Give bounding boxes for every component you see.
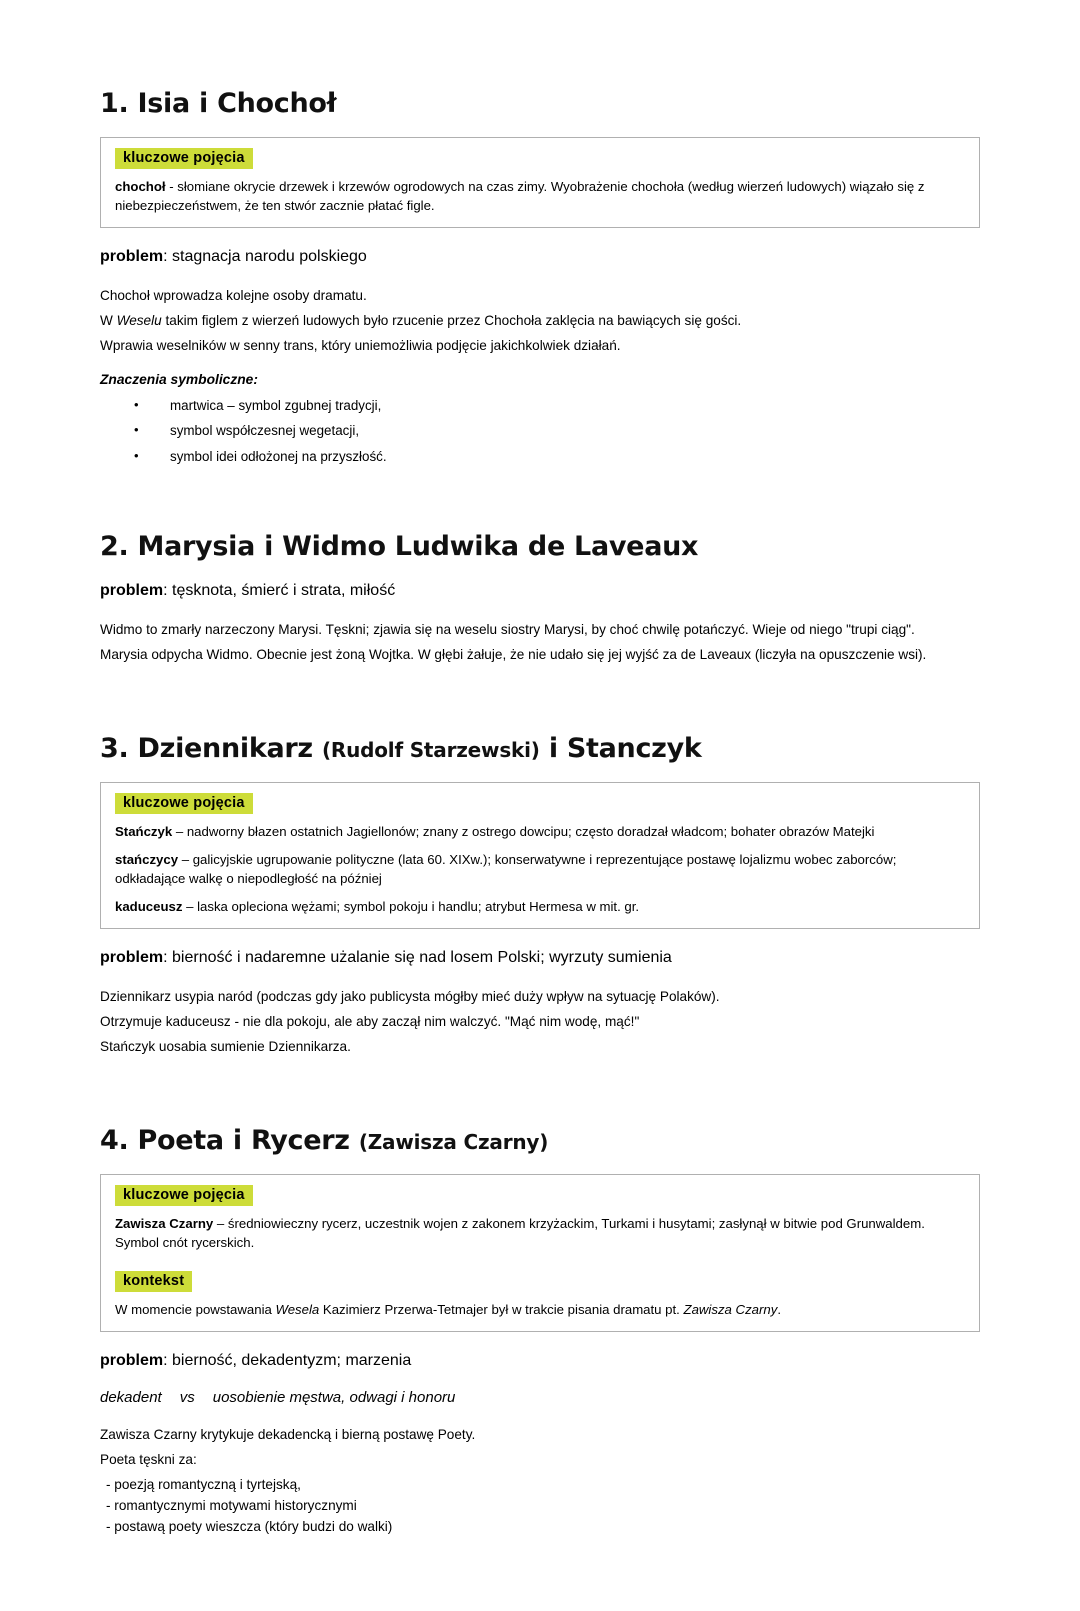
problem-text: : bierność, dekadentyzm; marzenia — [163, 1352, 412, 1370]
key-concept-entry — [115, 1214, 965, 1252]
section-2-title: 2. Marysia i Widmo Ludwika de Laveaux — [100, 531, 699, 563]
section-3-paragraph-2: Otrzymuje kaduceusz - nie dla pokoju, ale aby zaczął nim walczyć. "Mąć nim wodę, mąć!" — [100, 1013, 640, 1029]
section-2 — [100, 531, 980, 665]
key-concepts-badge: kluczowe pojęcia — [115, 793, 253, 814]
key-concept-entry — [115, 822, 965, 841]
list-item: • symbol idei odłożonej na przyszłość. — [134, 444, 980, 469]
context-badge: kontekst — [115, 1271, 192, 1292]
section-4-dash-1: - poezją romantyczną i tyrtejską, — [106, 1476, 301, 1492]
problem-label: problem — [100, 248, 164, 266]
section-1-problem — [100, 246, 980, 268]
key-concept-text: – galicyjskie ugrupowanie polityczne (lata 60. XIXw.); konserwatywne i reprezentujące postawę lojalizmu wobec zaborców; odkładające walkę o niepodległość na później — [115, 851, 897, 887]
problem-text: : tęsknota, śmierć i strata, miłość — [163, 582, 396, 600]
section-4-contrast-line — [100, 1389, 980, 1406]
problem-label: problem — [100, 949, 164, 967]
section-3 — [100, 733, 980, 1057]
key-concept-term: Zawisza Czarny — [115, 1215, 214, 1231]
section-4-problem — [100, 1350, 980, 1372]
section-3-key-concepts-box — [100, 782, 980, 930]
context-text: W momencie powstawania Wesela Kazimierz Przerwa-Tetmajer był w trakcie pisania dramatu pt. Zawisza Czarny. — [115, 1302, 781, 1318]
section-4-dash-2: - romantycznymi motywami historycznymi — [106, 1497, 357, 1513]
section-3-title-main: 3. Dziennikarz — [100, 732, 322, 764]
section-4-paragraph-1: Zawisza Czarny krytykuje dekadencką i bierną postawę Poety. — [100, 1426, 476, 1442]
key-concept-term: Stańczyk — [115, 823, 173, 839]
section-1-bullet-list — [100, 393, 980, 469]
key-concept-entry — [115, 850, 965, 888]
key-concept-term: stańczycy — [115, 851, 179, 867]
section-4-paragraph-2: Poeta tęskni za: — [100, 1451, 197, 1467]
key-concepts-badge: kluczowe pojęcia — [115, 1185, 253, 1206]
key-concept-term: chochoł — [115, 179, 166, 194]
section-1-paragraph-2: W Weselu takim figlem z wierzeń ludowych było rzucenie przez Chochoła zaklęcia na bawiących się gości. — [100, 312, 742, 328]
key-concept-term: kaduceusz — [115, 899, 183, 915]
key-concept-text: – średniowieczny rycerz, uczestnik wojen z zakonem krzyżackim, Turkami i husytami; zasłynął w bitwie pod Grunwaldem. Symbol cnót rycerskich. — [115, 1215, 925, 1251]
list-item: • martwica – symbol zgubnej tradycji, — [134, 393, 980, 418]
key-concepts-badge: kluczowe pojęcia — [115, 148, 253, 169]
key-concept-text: – nadworny błazen ostatnich Jagiellonów; znany z ostrego dowcipu; często doradzał władcom; bohater obrazów Matejki — [172, 823, 875, 839]
key-concept-text: - słomiane okrycie drzewek i krzewów ogrodowych na czas zimy. Wyobrażenie chochoła (według wierzeń ludowych) wiązało się z niebezpieczeństwem, że ten stwór zacznie płatać figle. — [115, 179, 925, 214]
section-2-paragraph-1: Widmo to zmarły narzeczony Marysi. Tęskni; zjawia się na weselu siostry Marysi, by choć chwilę potańczyć. Wieje od niego "trupi ciąg". — [100, 621, 915, 637]
section-3-paragraph-3: Stańczyk uosabia sumienie Dziennikarza. — [100, 1038, 351, 1054]
key-concept-text: – laska opleciona wężami; symbol pokoju i handlu; atrybut Hermesa w mit. gr. — [182, 899, 640, 915]
problem-text: : bierność i nadaremne użalanie się nad losem Polski; wyrzuty sumienia — [163, 949, 672, 967]
key-concept-entry — [115, 177, 965, 215]
section-4-title — [100, 1125, 980, 1156]
section-3-title-sub: (Rudolf Starzewski) — [321, 737, 540, 762]
section-1-paragraph-1: Chochoł wprowadza kolejne osoby dramatu. — [100, 287, 367, 303]
section-1-paragraph-3: Wprawia weselników w senny trans, który uniemożliwia podjęcie jakichkolwiek działań. — [100, 337, 621, 353]
section-4-title-sub: (Zawisza Czarny) — [358, 1129, 549, 1154]
section-3-title-tail: i Stanczyk — [539, 732, 702, 764]
section-3-problem — [100, 947, 980, 969]
contrast-vs: vs — [179, 1388, 195, 1406]
key-concept-entry — [115, 897, 965, 916]
section-1-subheading: Znaczenia symboliczne: — [100, 371, 258, 387]
problem-label: problem — [100, 582, 164, 600]
section-2-problem — [100, 580, 980, 602]
list-item: • symbol współczesnej wegetacji, — [134, 418, 980, 443]
contrast-right: uosobienie męstwa, odwagi i honoru — [212, 1388, 456, 1406]
section-4-title-main: 4. Poeta i Rycerz — [100, 1124, 359, 1156]
problem-label: problem — [100, 1352, 164, 1370]
problem-text: : stagnacja narodu polskiego — [163, 248, 367, 266]
section-4 — [100, 1125, 980, 1537]
section-4-key-concepts-box — [100, 1174, 980, 1332]
section-1-title: 1. Isia i Chochoł — [100, 88, 337, 119]
section-2-paragraph-2: Marysia odpycha Widmo. Obecnie jest żoną Wojtka. W głębi żałuje, że nie udało się jej wyjść za de Laveaux (liczyła na opuszczenie wsi). — [100, 646, 927, 662]
section-3-paragraph-1: Dziennikarz usypia naród (podczas gdy jako publicysta mógłby mieć duży wpływ na sytuację Polaków). — [100, 988, 720, 1004]
contrast-left: dekadent — [100, 1388, 162, 1406]
section-4-dash-3: - postawą poety wieszcza (który budzi do walki) — [106, 1518, 393, 1534]
section-1-key-concepts-box — [100, 137, 980, 228]
section-1 — [100, 88, 980, 469]
section-3-title — [100, 733, 980, 764]
